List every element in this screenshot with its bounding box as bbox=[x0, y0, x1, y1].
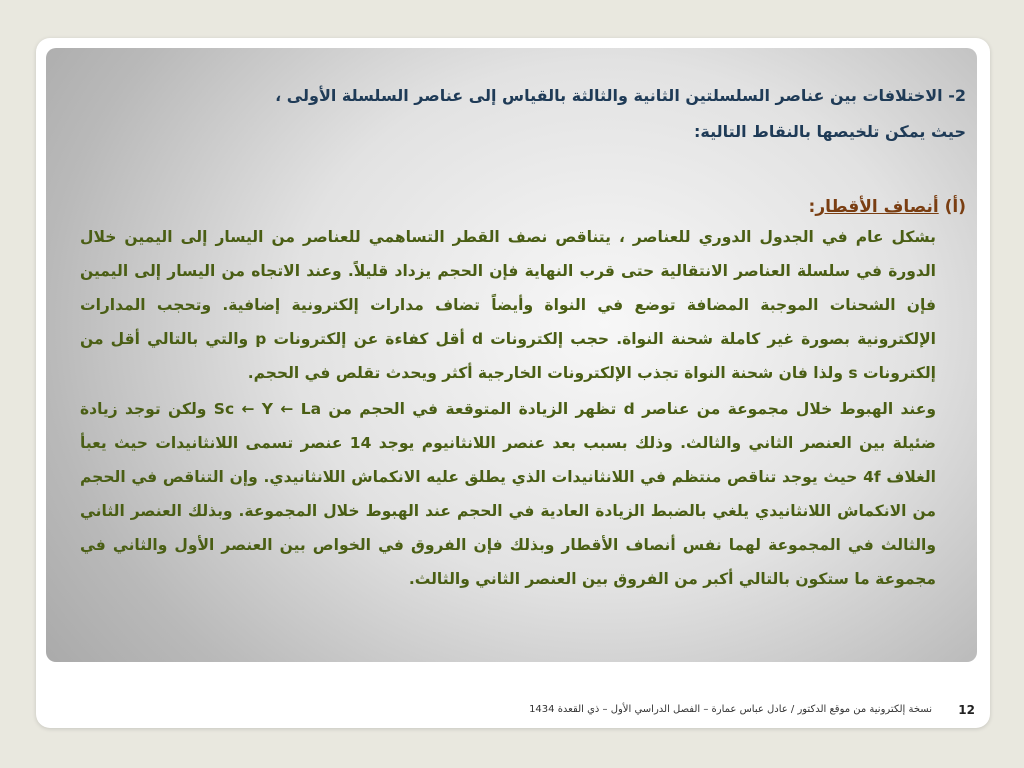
section-title-text: أنصاف الأقطار bbox=[815, 197, 939, 217]
paragraph-1: بشكل عام في الجدول الدوري للعناصر ، يتناقص نصف القطر التساهمي للعناصر من اليسار إلى اليمين خلال الدورة في سلسلة العناصر الانتقالية حتى قرب النهاية فإن الحجم يزداد قليلاً. وعند الاتجاه من اليسار إلى اليمين فإن الشحنات الموجبة المضافة توضع في النواة وأيضاً تضاف مدارات إلكترونية إضافية. وتحجب المدارات الإلكترونية بصورة غير كاملة شحنة النواة. حجب إلكترونات d أقل كفاءة عن إلكترونات p والتي بالتالي أقل من إلكترونات s ولذا فان شحنة النواة تجذب الإلكترونات الخارجية أكثر ويحدث تقلص في الحجم. bbox=[80, 228, 936, 382]
paragraph-2: وعند الهبوط خلال مجموعة من عناصر d تظهر الزيادة المتوقعة في الحجم من Sc ← Y ← La ولكن توجد زيادة ضئيلة بين العنصر الثاني والثالث. وذلك بسبب بعد عنصر اللانثانيوم يوجد 14 عنصر تسمى اللانثانيدات حيث يعبأ الغلاف 4f حيث يوجد تناقص منتظم في اللانثانيدات الذي يطلق عليه الانكماش اللانثانيدي. وإن التناقص في الحجم من الانكماش اللانثانيدي يلغي بالضبط الزيادة العادية في الحجم عند الهبوط خلال المجموعة. وبذلك العنصر الثاني والثالث في المجموعة لهما نفس أنصاف الأقطار وبذلك فإن الفروق في الخواص بين العنصر الأول والثاني في مجموعة ما ستكون بالتالي أكبر من الفروق بين العنصر الثاني والثالث. bbox=[80, 400, 936, 588]
section-colon: : bbox=[808, 197, 816, 217]
slide-content bbox=[80, 78, 966, 596]
page-number: 12 bbox=[958, 703, 975, 717]
section-title bbox=[80, 194, 966, 220]
footer-text: نسخة إلكترونية من موقع الدكتور / عادل عباس عمارة – الفصل الدراسي الأول – ذي القعدة 1434 bbox=[529, 704, 932, 715]
slide-footer bbox=[440, 703, 980, 721]
body-text bbox=[80, 220, 966, 596]
heading-line-2: حيث يمكن تلخيصها بالنقاط التالية: bbox=[693, 122, 966, 141]
heading-line-1: 2- الاختلافات بين عناصر السلسلتين الثانية والثالثة بالقياس إلى عناصر السلسلة الأولى ، bbox=[275, 86, 966, 105]
section-marker: (أ) bbox=[944, 197, 966, 217]
slide-heading bbox=[80, 78, 966, 150]
